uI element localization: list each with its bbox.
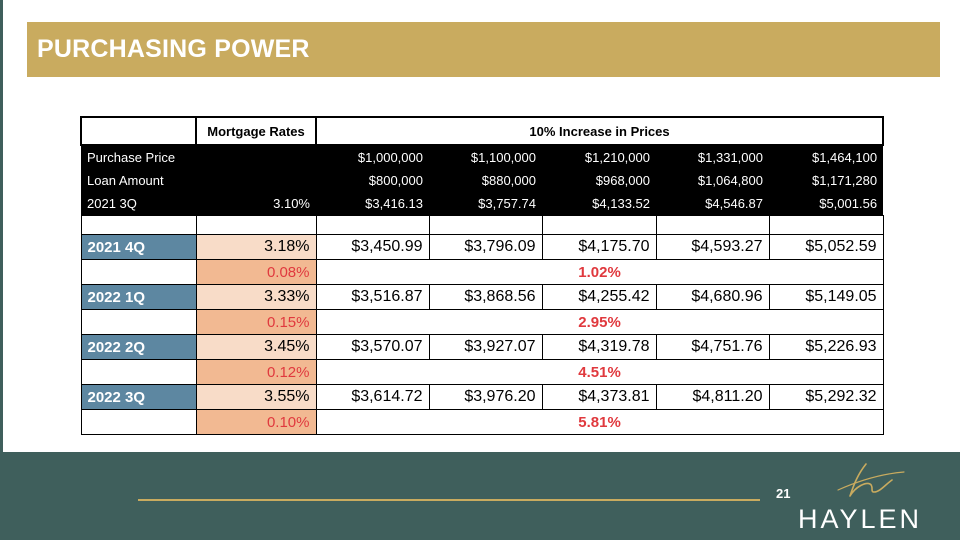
base-row-value: $3,757.74 [429,192,542,216]
quarter-rate: 3.33% [196,285,316,310]
quarter-row [81,285,883,310]
quarter-payment: $5,292.32 [769,385,883,410]
change-blank-cell [81,260,196,285]
base-row-rate [196,145,316,169]
base-row-value: $4,133.52 [542,192,656,216]
base-row-label: 2021 3Q [81,192,196,216]
change-blank-cell [81,410,196,435]
quarter-payment: $4,680.96 [656,285,769,310]
quarter-payment: $4,751.76 [656,335,769,360]
base-row-rate: 3.10% [196,192,316,216]
spacer-cell [81,216,196,235]
base-row-value: $1,064,800 [656,169,769,192]
base-row-value: $1,210,000 [542,145,656,169]
quarter-payment: $4,811.20 [656,385,769,410]
base-row-value: $1,464,100 [769,145,883,169]
base-row-value: $1,000,000 [316,145,429,169]
quarter-payment: $3,796.09 [429,235,542,260]
payment-change: 2.95% [316,310,883,335]
base-row-rate [196,169,316,192]
base-row [81,169,883,192]
quarter-payment: $3,868.56 [429,285,542,310]
base-row-value: $1,171,280 [769,169,883,192]
spacer-cell [769,216,883,235]
page-title: PURCHASING POWER [37,35,310,63]
quarter-row [81,235,883,260]
base-row-value: $4,546.87 [656,192,769,216]
header-blank-cell [81,117,196,145]
quarter-payment: $3,450.99 [316,235,429,260]
page-number: 21 [776,486,791,501]
spacer-cell [429,216,542,235]
rate-change: 0.12% [196,360,316,385]
rate-change: 0.08% [196,260,316,285]
quarter-payment: $3,516.87 [316,285,429,310]
haylen-logo-mark-icon [836,460,906,500]
spacer-cell [196,216,316,235]
haylen-logo-text: HAYLEN [798,504,923,534]
base-row-value: $1,331,000 [656,145,769,169]
spacer-row [81,216,883,235]
quarter-payment: $5,052.59 [769,235,883,260]
quarter-row [81,385,883,410]
quarter-label: 2022 1Q [81,285,196,310]
rate-change: 0.15% [196,310,316,335]
quarter-payment: $4,373.81 [542,385,656,410]
quarter-row [81,335,883,360]
base-row-value: $3,416.13 [316,192,429,216]
change-row [81,360,883,385]
change-row [81,260,883,285]
payment-change: 4.51% [316,360,883,385]
quarter-payment: $4,593.27 [656,235,769,260]
spacer-cell [656,216,769,235]
quarter-payment: $4,175.70 [542,235,656,260]
purchasing-power-table [80,116,882,454]
base-row-value: $5,001.56 [769,192,883,216]
payment-change: 5.81% [316,410,883,435]
quarter-rate: 3.55% [196,385,316,410]
base-row-value: $968,000 [542,169,656,192]
base-row-value: $800,000 [316,169,429,192]
change-row [81,410,883,435]
quarter-payment: $4,255.42 [542,285,656,310]
base-row-value: $1,100,000 [429,145,542,169]
quarter-label: 2021 4Q [81,235,196,260]
quarter-payment: $3,614.72 [316,385,429,410]
change-blank-cell [81,360,196,385]
base-row-value: $880,000 [429,169,542,192]
payment-change: 1.02% [316,260,883,285]
title-bar [27,22,940,77]
quarter-payment: $3,976.20 [429,385,542,410]
footer-band [0,452,960,540]
change-blank-cell [81,310,196,335]
quarter-payment: $4,319.78 [542,335,656,360]
quarter-rate: 3.45% [196,335,316,360]
left-accent-rule [0,0,3,452]
quarter-payment: $5,226.93 [769,335,883,360]
quarter-label: 2022 3Q [81,385,196,410]
base-row [81,145,883,169]
base-row-label: Loan Amount [81,169,196,192]
footer-divider [138,499,760,501]
quarter-payment: $3,927.07 [429,335,542,360]
quarter-rate: 3.18% [196,235,316,260]
change-row [81,310,883,335]
quarter-payment: $3,570.07 [316,335,429,360]
base-row-label: Purchase Price [81,145,196,169]
spacer-cell [316,216,429,235]
header-mortgage-rates: Mortgage Rates [196,117,316,145]
spacer-cell [542,216,656,235]
base-row [81,192,883,216]
quarter-payment: $5,149.05 [769,285,883,310]
quarter-label: 2022 2Q [81,335,196,360]
header-price-increase: 10% Increase in Prices [316,117,883,145]
table-header-row [81,117,883,145]
rate-change: 0.10% [196,410,316,435]
